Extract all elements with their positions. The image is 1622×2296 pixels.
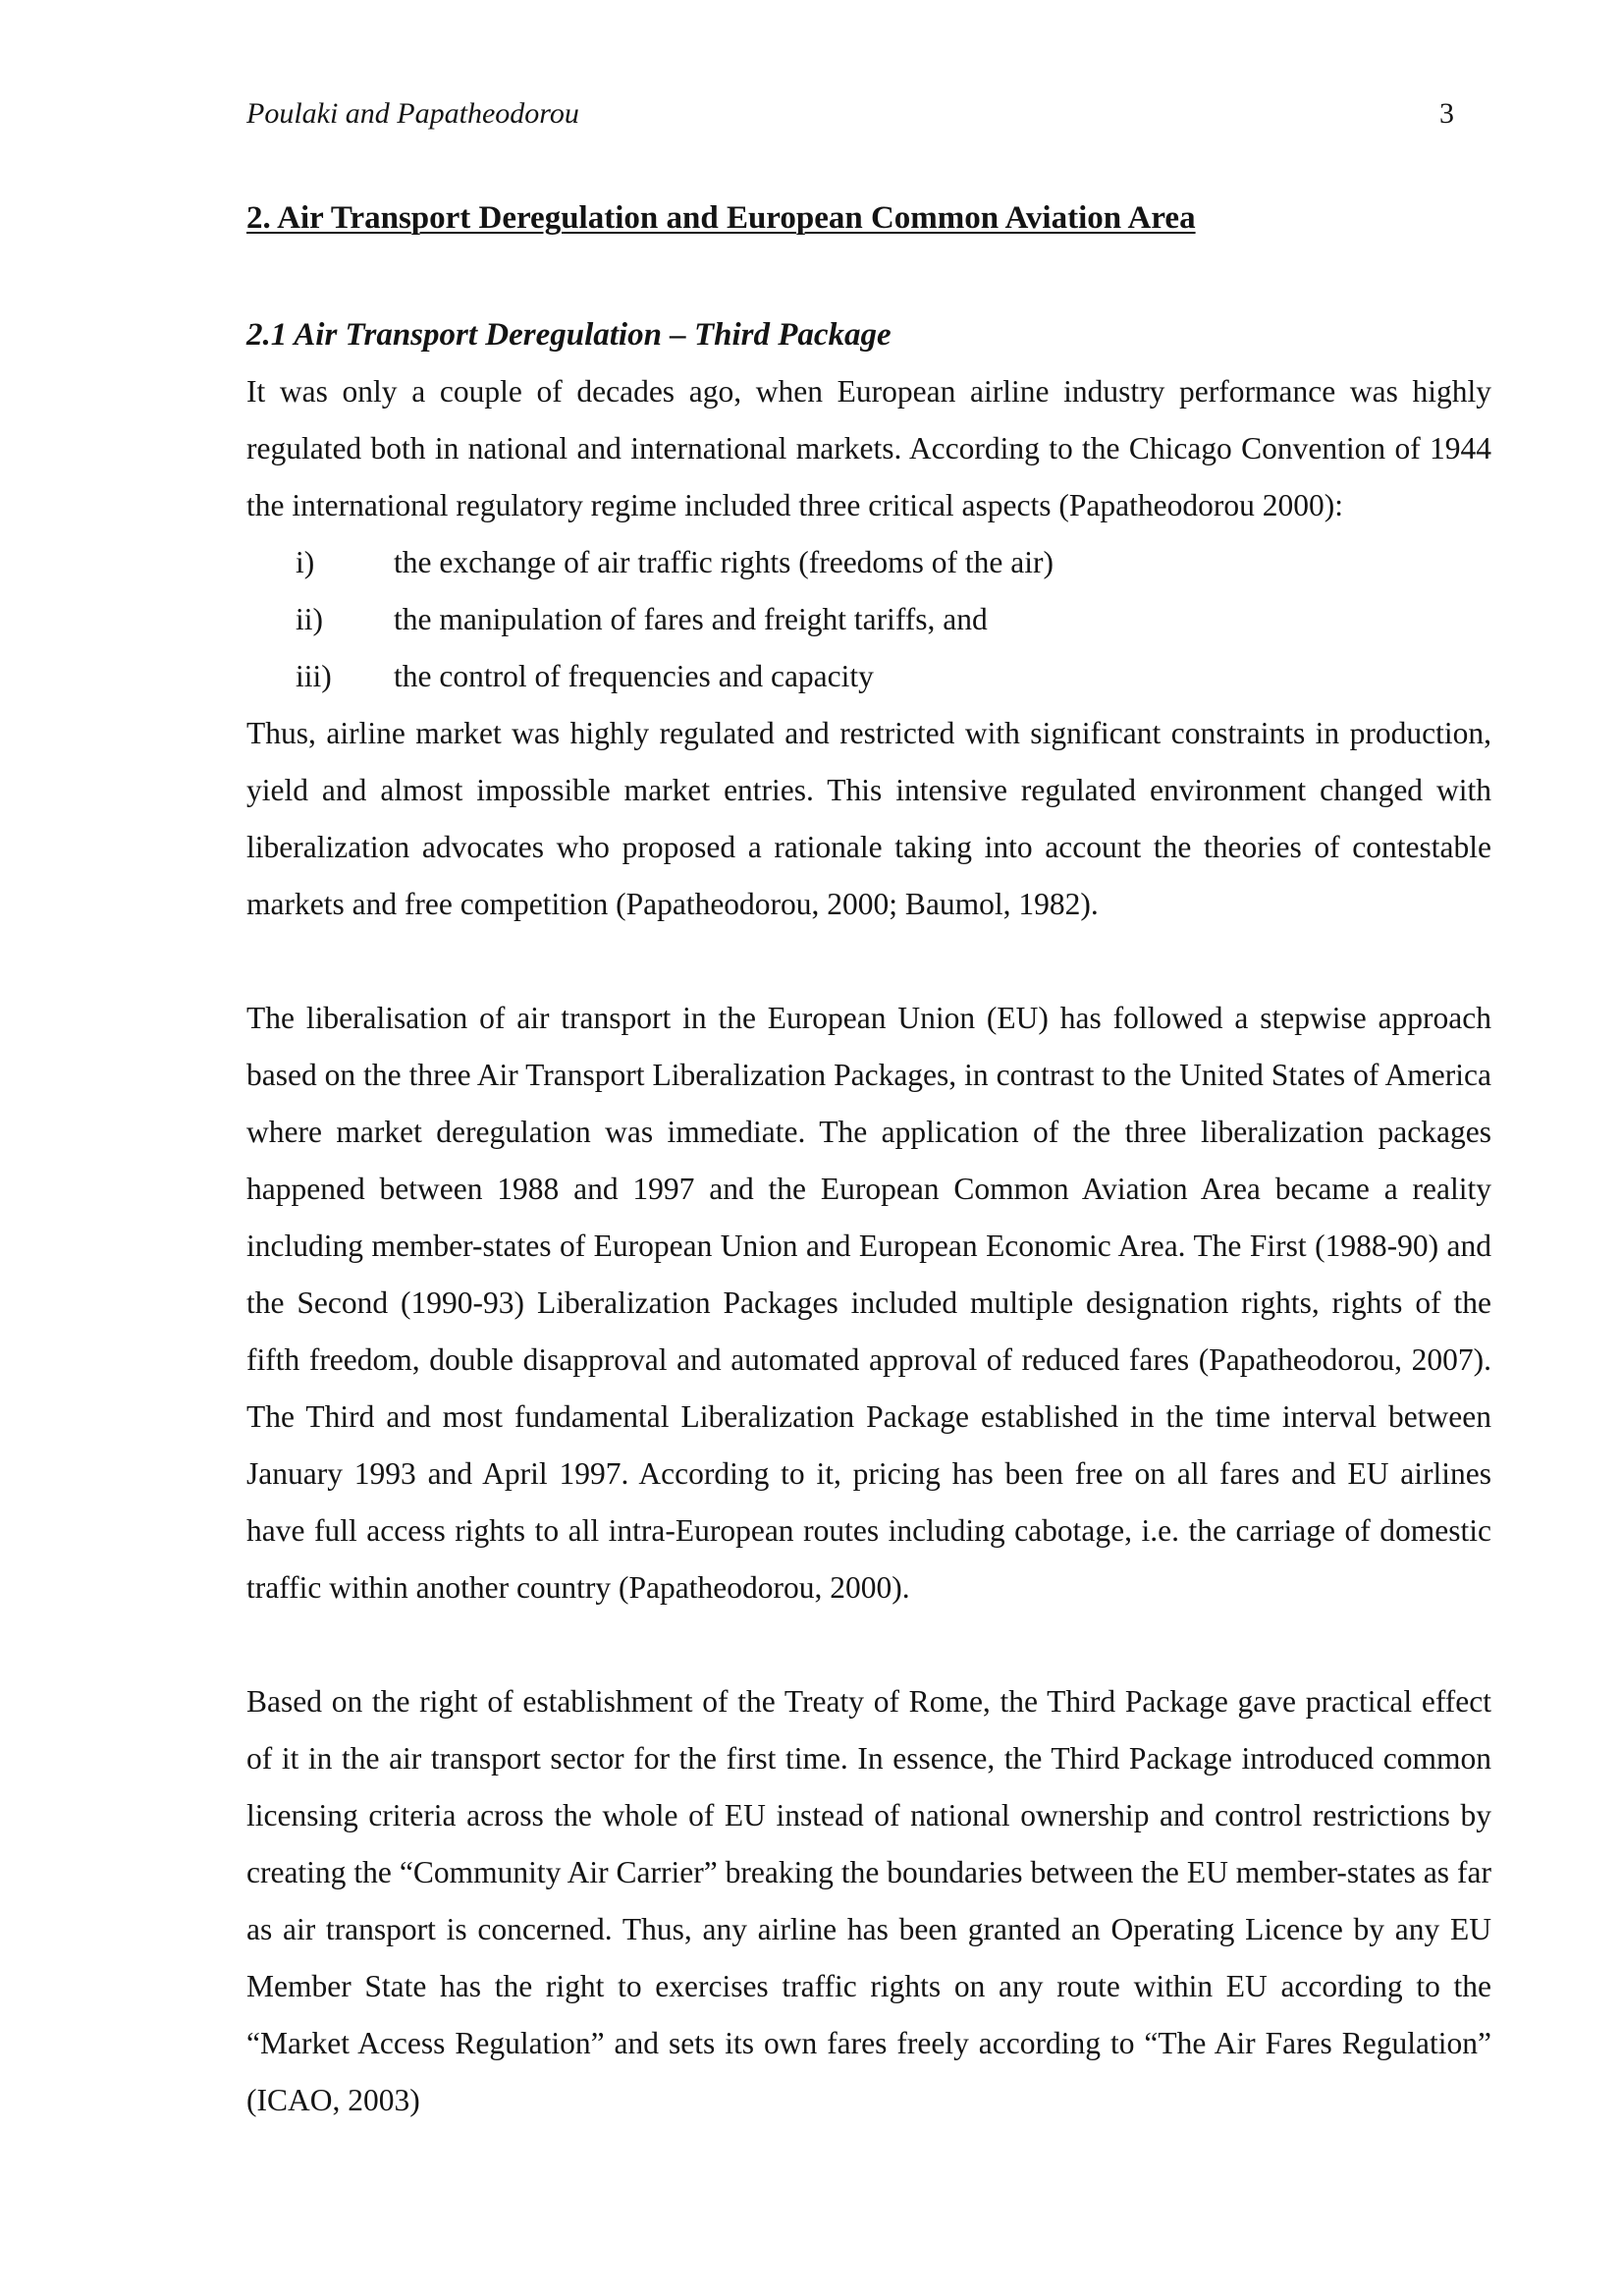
heading-spacer	[246, 242, 1491, 306]
list-item-text: the control of frequencies and capacity	[394, 659, 874, 693]
subsection-heading: 2.1 Air Transport Deregulation – Third Package	[246, 317, 892, 353]
paragraph-after-list: Thus, airline market was highly regulated and restricted with significant constraints in production, yield and almost impossible market entries. This intensive regulated environment changed with liberalization advocates who proposed a rationale taking into account the theories of contestable markets and free competition (Papatheodorou, 2000; Baumol, 1982).	[246, 716, 1491, 921]
regulatory-aspects-list	[246, 534, 1491, 705]
list-item-text: the manipulation of fares and freight tariffs, and	[394, 602, 988, 636]
paragraph-spacer	[246, 1616, 1491, 1673]
paragraph-liberalisation: The liberalisation of air transport in the European Union (EU) has followed a stepwise approach based on the three Air Transport Liberalization Packages, in contrast to the United States of America where market deregulation was immediate. The application of the three liberalization packages happened between 1988 and 1997 and the European Common Aviation Area became a reality including member-states of European Union and European Economic Area. The First (1988-90) and the Second (1990-93) Liberalization Packages included multiple designation rights, rights of the fifth freedom, double disapproval and automated approval of reduced fares (Papatheodorou, 2007). The Third and most fundamental Liberalization Package established in the time interval between January 1993 and April 1997. According to it, pricing has been free on all fares and EU airlines have full access rights to all intra-European routes including cabotage, i.e. the carriage of domestic traffic within another country (Papatheodorou, 2000).	[246, 1001, 1491, 1605]
list-item-marker: i)	[296, 545, 315, 579]
list-item	[246, 534, 1491, 591]
list-item	[246, 591, 1491, 648]
list-item-marker: ii)	[296, 602, 323, 636]
list-item-marker: iii)	[296, 659, 332, 693]
section-heading: 2. Air Transport Deregulation and European Common Aviation Area	[246, 200, 1196, 236]
running-header	[246, 94, 1454, 134]
paragraph-spacer	[246, 933, 1491, 990]
body-text	[246, 194, 1491, 2129]
paragraph-intro: It was only a couple of decades ago, when European airline industry performance was highly regulated both in national and international markets. According to the Chicago Convention of 1944 the international regulatory regime included three critical aspects (Papatheodorou 2000):	[246, 374, 1491, 522]
paragraph-establishment: Based on the right of establishment of the Treaty of Rome, the Third Package gave practical effect of it in the air transport sector for the first time. In essence, the Third Package introduced common licensing criteria across the whole of EU instead of national ownership and control restrictions by creating the “Community Air Carrier” breaking the boundaries between the EU member-states as far as air transport is concerned. Thus, any airline has been granted an Operating Licence by any EU Member State has the right to exercises traffic rights on any route within EU according to the “Market Access Regulation” and sets its own fares freely according to “The Air Fares Regulation” (ICAO, 2003)	[246, 1684, 1491, 2117]
running-header-authors: Poulaki and Papatheodorou	[246, 97, 579, 130]
list-item-text: the exchange of air traffic rights (freedoms of the air)	[394, 545, 1054, 579]
page-number: 3	[1439, 97, 1454, 130]
list-item	[246, 648, 1491, 705]
